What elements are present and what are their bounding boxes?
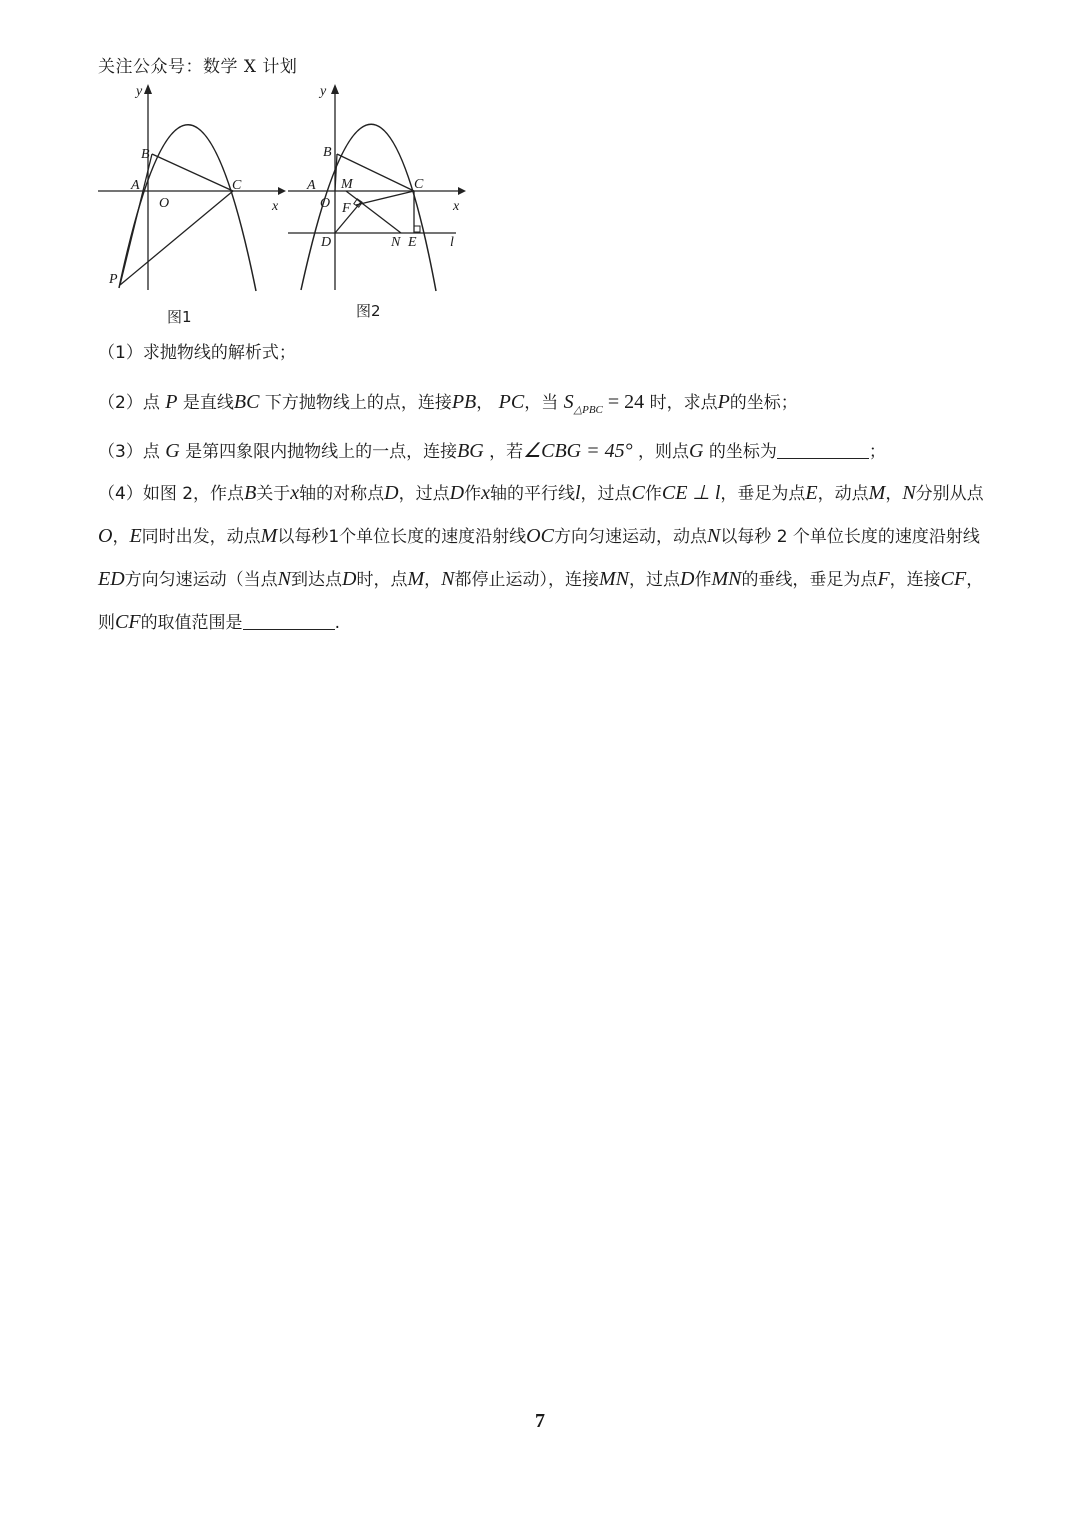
- watermark-header: 关注公众号：数学 X 计划: [98, 57, 298, 77]
- text-t7: ，过点: [580, 484, 632, 504]
- text-ED: ED: [98, 568, 125, 590]
- label-c: C: [414, 177, 424, 192]
- text-M: M: [868, 482, 886, 504]
- question-2: [98, 381, 988, 431]
- text-D2: D: [449, 482, 465, 504]
- text-end: .: [334, 613, 340, 633]
- text-num: （4）: [98, 484, 143, 504]
- segment-pb: [120, 154, 152, 285]
- label-x: x: [272, 199, 279, 214]
- label-c: C: [232, 178, 242, 193]
- text-PB: PB: [451, 391, 477, 413]
- text-CEl: CE ⊥ l: [661, 482, 721, 504]
- text-t4: ，当: [524, 393, 559, 413]
- text-S: S: [563, 391, 574, 413]
- figure-2: [286, 78, 476, 298]
- text-E2: E: [129, 525, 142, 547]
- text-t3: ，若: [489, 442, 524, 462]
- text-t2: 关于: [256, 484, 291, 504]
- label-a: A: [307, 178, 316, 193]
- figure-2-diagram: [286, 78, 476, 298]
- question-4: [98, 472, 988, 644]
- text-E: E: [805, 482, 818, 504]
- label-o: O: [159, 196, 170, 211]
- label-x: x: [453, 199, 460, 214]
- text-Ssub: △PBC: [573, 404, 603, 416]
- text-t23: ，过点: [628, 570, 680, 590]
- text-x: x: [290, 482, 300, 504]
- text-MN: MN: [598, 568, 629, 590]
- text-t28: 的取值范围是: [140, 613, 243, 633]
- text-CF: CF: [940, 568, 967, 590]
- text-num: （3）: [98, 442, 143, 462]
- label-o: O: [320, 196, 331, 211]
- segment-pc: [120, 191, 233, 285]
- text-t9: ，垂足为点: [720, 484, 806, 504]
- label-n: N: [391, 235, 401, 250]
- parabola: [119, 125, 256, 291]
- text-B: B: [244, 482, 257, 504]
- label-e: E: [408, 235, 417, 250]
- segment-bc: [152, 154, 233, 191]
- figure-1-caption: 图1: [167, 308, 192, 326]
- figure-2-caption: 图2: [356, 302, 381, 320]
- text-num: （2）: [98, 393, 143, 413]
- text-t21: ，: [424, 570, 442, 590]
- text-t5: 作: [464, 484, 482, 504]
- label-b: B: [323, 145, 332, 160]
- answer-blank-q3[interactable]: [777, 440, 869, 459]
- question-3: [98, 430, 988, 473]
- text-t18: 方向匀速运动（当点: [124, 570, 278, 590]
- text-t11: ，: [885, 484, 903, 504]
- text-N2: N: [706, 525, 721, 547]
- segment-mn: [346, 191, 401, 233]
- label-m: M: [341, 177, 353, 192]
- text-t6: 的坐标；: [729, 393, 798, 413]
- text-t26: ，连接: [889, 570, 941, 590]
- text-t25: 的垂线，垂足为点: [741, 570, 878, 590]
- text-P2: P: [717, 391, 730, 413]
- text-t8: 作: [644, 484, 662, 504]
- text-N4: N: [441, 568, 455, 590]
- text-t3: 下方抛物线上的点，连接: [264, 393, 452, 413]
- text-t3: 轴的对称点: [299, 484, 385, 504]
- text-t16: 方向匀速运动，动点: [553, 527, 707, 547]
- question-1-text: 求抛物线的解析式；: [142, 343, 296, 363]
- text-t22: 都停止运动），连接: [454, 570, 599, 590]
- text-BC: BC: [233, 391, 260, 413]
- text-O: O: [98, 525, 113, 547]
- text-t10: ，动点: [817, 484, 869, 504]
- text-t5: 的坐标为: [708, 442, 777, 462]
- text-t17: 以每秒 2 个单位长度的速度沿射线: [720, 527, 980, 547]
- text-t24: 作: [694, 570, 712, 590]
- text-end: ；: [868, 442, 886, 462]
- text-t14: 同时出发，动点: [141, 527, 261, 547]
- text-N3: N: [277, 568, 292, 590]
- text-OC: OC: [526, 525, 554, 547]
- text-t2: 是直线: [182, 393, 234, 413]
- label-l: l: [450, 235, 454, 250]
- text-t1: 点: [142, 393, 160, 413]
- label-y: y: [320, 84, 327, 99]
- figure-1: [96, 78, 296, 298]
- text-t4: ，则点: [638, 442, 690, 462]
- text-t1: 如图 2，作点: [142, 484, 245, 504]
- label-a: A: [131, 178, 140, 193]
- text-N: N: [902, 482, 916, 504]
- text-MN2: MN: [711, 568, 742, 590]
- text-t5: 时，求点: [649, 393, 718, 413]
- text-t15: 以每秒1个单位长度的速度沿射线: [277, 527, 527, 547]
- text-t2: 是第四象限内抛物线上的一点，连接: [185, 442, 458, 462]
- text-t19: 到达点: [291, 570, 343, 590]
- text-M2: M: [260, 525, 278, 547]
- text-eq: = 24: [602, 391, 645, 413]
- text-M3: M: [407, 568, 425, 590]
- text-PC: PC: [498, 391, 525, 413]
- text-D3: D: [342, 568, 357, 590]
- text-t4: ，过点: [398, 484, 450, 504]
- question-1-number: （1）: [98, 343, 143, 363]
- label-p: P: [109, 272, 118, 287]
- text-BG: BG: [457, 440, 484, 462]
- page-number: 7: [535, 1410, 545, 1432]
- segment-cf: [356, 191, 414, 205]
- text-angle: ∠CBG = 45°: [523, 440, 633, 462]
- text-t1: 点: [142, 442, 160, 462]
- text-F: F: [877, 568, 890, 590]
- text-G: G: [165, 440, 180, 462]
- label-d: D: [321, 235, 332, 250]
- text-comma: ，: [476, 393, 494, 413]
- label-b: B: [141, 147, 150, 162]
- answer-blank-q4[interactable]: [243, 611, 335, 630]
- label-y: y: [136, 84, 143, 99]
- text-C: C: [631, 482, 645, 504]
- text-t20: 时，点: [356, 570, 408, 590]
- figure-1-diagram: [96, 78, 296, 298]
- text-G2: G: [689, 440, 704, 462]
- text-t6: 轴的平行线: [489, 484, 575, 504]
- text-t27: ，则: [98, 570, 984, 633]
- text-CF2: CF: [115, 611, 141, 633]
- text-P: P: [165, 391, 178, 413]
- text-t12: 分别从点: [915, 484, 984, 504]
- text-D4: D: [679, 568, 695, 590]
- text-l: l: [574, 482, 581, 504]
- text-t13: ，: [112, 527, 130, 547]
- label-f: F: [342, 201, 351, 216]
- question-1: [98, 332, 988, 374]
- text-x2: x: [481, 482, 490, 504]
- text-D: D: [384, 482, 399, 504]
